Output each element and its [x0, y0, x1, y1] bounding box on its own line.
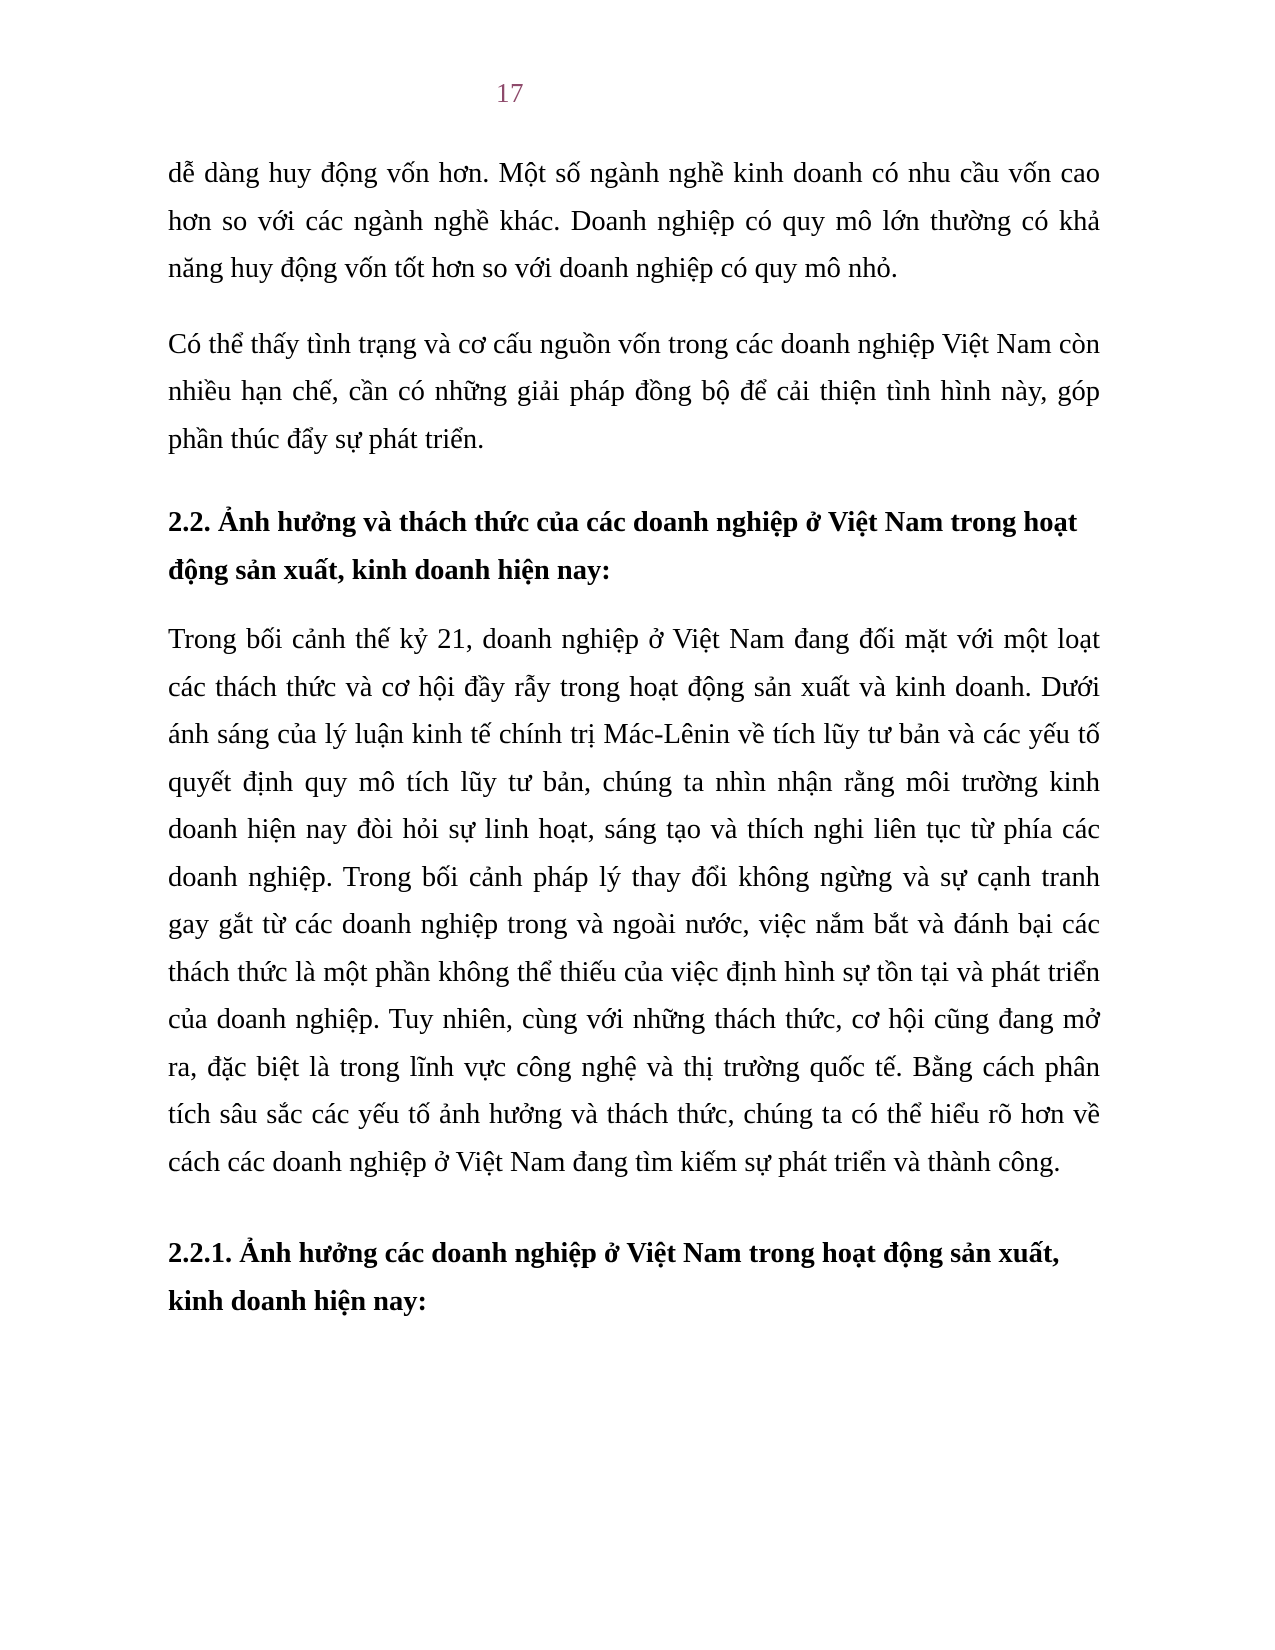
paragraph-business-context-21st-century: Trong bối cảnh thế kỷ 21, doanh nghiệp ở Việt Nam đang đối mặt với một loạt các thách thức và cơ hội đầy rẫy trong hoạt động sản xuất và kinh doanh. Dưới ánh sáng của lý luận kinh tế chính trị Mác-Lênin về tích lũy tư bản và các yếu tố quyết định quy mô tích lũy tư bản, chúng ta nhìn nhận rằng môi trường kinh doanh hiện nay đòi hỏi sự linh hoạt, sáng tạo và thích nghi liên tục từ phía các doanh nghiệp. Trong bối cảnh pháp lý thay đổi không ngừng và sự cạnh tranh gay gắt từ các doanh nghiệp trong và ngoài nước, việc nắm bắt và đánh bại các thách thức là một phần không thể thiếu của việc định hình sự tồn tại và phát triển của doanh nghiệp. Tuy nhiên, cùng với những thách thức, cơ hội cũng đang mở ra, đặc biệt là trong lĩnh vực công nghệ và thị trường quốc tế. Bằng cách phân tích sâu sắc các yếu tố ảnh hưởng và thách thức, chúng ta có thể hiểu rõ hơn về cách các doanh nghiệp ở Việt Nam đang tìm kiếm sự phát triển và thành công. [168, 624, 1100, 1178]
paragraph-continued-funding: dễ dàng huy động vốn hơn. Một số ngành nghề kinh doanh có nhu cầu vốn cao hơn so với các ngành nghề khác. Doanh nghiệp có quy mô lớn thường có khả năng huy động vốn tốt hơn so với doanh nghiệp có quy mô nhỏ. [168, 158, 1100, 284]
paragraph-capital-structure-summary: Có thể thấy tình trạng và cơ cấu nguồn vốn trong các doanh nghiệp Việt Nam còn nhiều hạn chế, cần có những giải pháp đồng bộ để cải thiện tình hình này, góp phần thúc đẩy sự phát triển. [168, 328, 1100, 455]
page-number: 17 [496, 78, 524, 108]
section-heading-2-2: 2.2. Ảnh hưởng và thách thức của các doanh nghiệp ở Việt Nam trong hoạt động sản xuất, kinh doanh hiện nay: [168, 507, 1078, 586]
section-heading-2-2-1: 2.2.1. Ảnh hưởng các doanh nghiệp ở Việt Nam trong hoạt động sản xuất, kinh doanh hiện nay: [168, 1238, 1060, 1317]
page-content [168, 150, 1100, 1325]
